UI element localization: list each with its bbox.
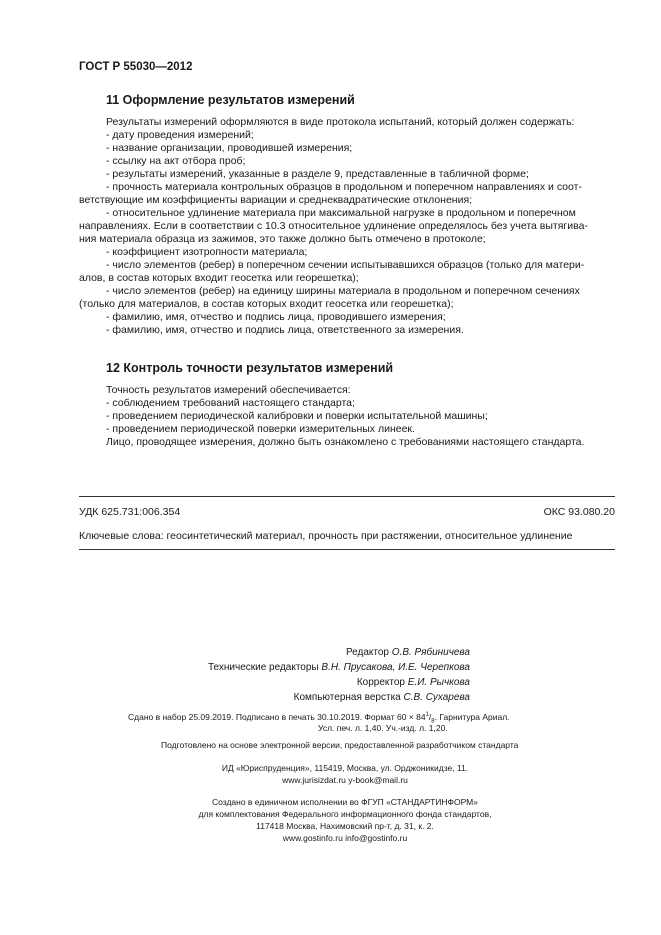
section-11-body bbox=[79, 116, 615, 337]
publisher-line-1: ИД «Юриспруденция», 115419, Москва, ул. Орджоникидзе, 11. bbox=[221, 763, 469, 773]
list-item: - проведением периодической калибровки и поверки испытательной машины; bbox=[106, 410, 488, 422]
list-item: - относительное удлинение материала при максимальной нагрузке в продольном и поперечном bbox=[106, 207, 576, 219]
credit-corrector: Корректор Е.И. Рычкова bbox=[356, 677, 470, 688]
paragraph-line: ния материала образца из зажимов, это также должно быть отмечено в протоколе; bbox=[79, 233, 486, 245]
paragraph-line: ветствующие им коэффициенты вариации и среднеквадратические отклонения; bbox=[79, 194, 473, 206]
publisher-line-2: www.jurisizdat.ru y-book@mail.ru bbox=[282, 775, 408, 785]
paragraph-line: Точность результатов измерений обеспечивается: bbox=[106, 384, 351, 396]
keywords-line: Ключевые слова: геосинтетический материал, прочность при растяжении, относительное удлинение bbox=[79, 530, 573, 542]
list-item: - коэффициент изотропности материала; bbox=[106, 246, 308, 258]
paragraph-line: алов, в состав которых входит геосетка или георешетка); bbox=[79, 272, 359, 284]
credit-editor: Редактор О.В. Рябиничева bbox=[345, 647, 470, 658]
paragraph-line: Лицо, проводящее измерения, должно быть ознакомлено с требованиями настоящего стандарта. bbox=[106, 436, 585, 448]
created-line-4: www.gostinfo.ru info@gostinfo.ru bbox=[282, 833, 408, 843]
list-item: - фамилию, имя, отчество и подпись лица, ответственного за измерения. bbox=[106, 324, 464, 336]
list-item: - проведением периодической поверки измерительных линеек. bbox=[106, 423, 415, 435]
created-line-2: для комплектования Федерального информационного фонда стандартов, bbox=[198, 809, 492, 819]
credit-tech-editors: Технические редакторы В.Н. Прусакова, И.Е. Черепкова bbox=[207, 662, 470, 673]
created-line-3: 117418 Москва, Нахимовский пр-т, д. 31, к. 2. bbox=[256, 821, 434, 831]
list-item: - ссылку на акт отбора проб; bbox=[106, 155, 246, 167]
paragraph-line: направлениях. Если в соответствии с 10.3 относительное удлинение определялось без учета вытягива- bbox=[79, 220, 588, 232]
section-11-title: 11 Оформление результатов измерений bbox=[106, 93, 355, 107]
section-12-body bbox=[79, 384, 615, 449]
divider-top bbox=[79, 496, 615, 497]
section-12-title: 12 Контроль точности результатов измерений bbox=[106, 361, 394, 375]
list-item: - число элементов (ребер) в поперечном сечении испытывавшихся образцов (только для матери- bbox=[106, 259, 585, 271]
list-item: - соблюдением требований настоящего стандарта; bbox=[106, 397, 355, 409]
imprint-line-1: Сдано в набор 25.09.2019. Подписано в печать 30.10.2019. Формат $60 \times 84^1/_8$. Гарнитура Ариал. bbox=[128, 711, 510, 725]
credits-block bbox=[200, 645, 470, 705]
list-item: - прочность материала контрольных образцов в продольном и поперечном направлениях и соот- bbox=[106, 181, 582, 193]
list-item: - число элементов (ребер) на единицу ширины материала в продольном и поперечном сечениях bbox=[106, 285, 580, 297]
credit-layout: Компьютерная верстка С.В. Сухарева bbox=[293, 692, 470, 703]
document-code-header: ГОСТ Р 55030—2012 bbox=[79, 61, 193, 73]
imprint-line-3: Подготовлено на основе электронной версии, предоставленной разработчиком стандарта bbox=[161, 740, 519, 750]
created-line-1: Создано в единичном исполнении во ФГУП «СТАНДАРТИНФОРМ» bbox=[211, 797, 478, 807]
divider-bottom bbox=[79, 549, 615, 550]
list-item: - результаты измерений, указанные в разделе 9, представленные в табличной форме; bbox=[106, 168, 529, 180]
udk-code: УДК 625.731:006.354 bbox=[79, 506, 181, 518]
list-item: - фамилию, имя, отчество и подпись лица, проводившего измерения; bbox=[106, 311, 446, 323]
oks-code: ОКС 93.080.20 bbox=[543, 506, 615, 518]
list-item: - дату проведения измерений; bbox=[106, 129, 254, 141]
imprint-line-2: Усл. печ. л. 1,40. Уч.-изд. л. 1,20. bbox=[318, 723, 448, 733]
paragraph-line: (только для материалов, в состав которых входит геосетка или георешетка); bbox=[79, 298, 454, 310]
paragraph-line: Результаты измерений оформляются в виде протокола испытаний, который должен содержать: bbox=[106, 116, 575, 128]
list-item: - название организации, проводившей измерения; bbox=[106, 142, 353, 154]
